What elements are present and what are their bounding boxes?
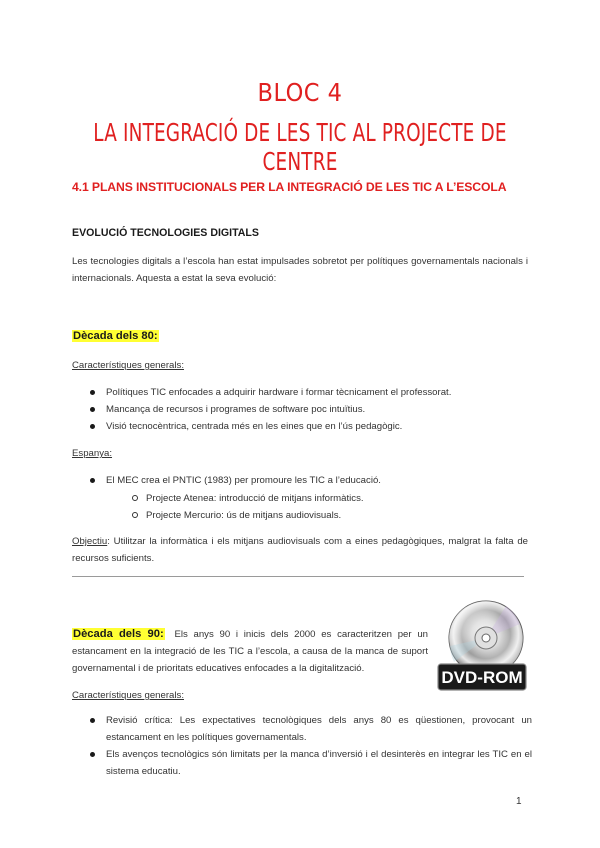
decade80-general-title: Característiques generals: bbox=[72, 360, 184, 371]
circle-bullet-icon bbox=[132, 512, 138, 518]
horizontal-divider bbox=[72, 576, 524, 577]
decade90-paragraph bbox=[72, 626, 428, 677]
decade90-text: Els anys 90 i inicis dels 2000 es caracteritzen per un estancament en la integració de les TIC a l’escola, a causa de la manca de suport governamental i de prioritats educatives enfocades a la digitalització. bbox=[72, 629, 428, 674]
bullet-icon bbox=[90, 718, 95, 723]
bloc-subtitle: LA INTEGRACIÓ DE LES TIC AL PROJECTE DE CENTRE bbox=[93, 118, 507, 176]
list-item: Projecte Atenea: introducció de mitjans informàtics. bbox=[72, 490, 364, 507]
dvd-rom-image bbox=[434, 600, 530, 692]
circle-bullet-icon bbox=[132, 495, 138, 501]
list-item: Polítiques TIC enfocades a adquirir hardware i formar tècnicament el professorat. bbox=[72, 384, 532, 401]
bloc-title: BLOC 4 bbox=[257, 78, 343, 107]
dvd-rom-caption: DVD-ROM bbox=[441, 668, 523, 687]
decade90-general-list bbox=[72, 712, 532, 780]
bullet-icon bbox=[90, 478, 95, 483]
bullet-icon bbox=[90, 424, 95, 429]
list-item: Visió tecnocèntrica, centrada més en les eines que en l’ús pedagògic. bbox=[72, 418, 532, 435]
bullet-icon bbox=[90, 752, 95, 757]
spain-title: Espanya: bbox=[72, 448, 113, 459]
objective-text: : Utilitzar la informàtica i els mitjans audiovisuals com a eines pedagògiques, malgrat la falta de recursos suficients. bbox=[72, 536, 528, 564]
section-heading: 4.1 PLANS INSTITUCIONALS PER LA INTEGRACIÓ DE LES TIC A L’ESCOLA bbox=[72, 180, 507, 194]
decade80-general-list bbox=[72, 384, 532, 435]
decade80-heading bbox=[72, 326, 159, 344]
objective-label: Objectiu bbox=[72, 536, 108, 547]
page-number: 1 bbox=[516, 796, 522, 807]
decade90-general-title: Característiques generals: bbox=[72, 690, 184, 701]
spain-sublist bbox=[72, 490, 364, 524]
list-item: Revisió crítica: Les expectatives tecnològiques dels anys 80 es qüestionen, provocant un estancament en les polítiques governamentals. bbox=[72, 712, 532, 746]
spain-list bbox=[72, 472, 532, 489]
bullet-icon bbox=[90, 390, 95, 395]
intro-paragraph: Les tecnologies digitals a l’escola han estat impulsades sobretot per polítiques governamentals nacionals i internacionals. Aquesta a estat la seva evolució: bbox=[72, 256, 528, 284]
list-item: Els avenços tecnològics són limitats per la manca d’inversió i el desinterès en integrar les TIC en el sistema educatiu. bbox=[72, 746, 532, 780]
list-item: Mancança de recursos i programes de software poc intuïtius. bbox=[72, 401, 532, 418]
decade90-label: Dècada dels 90: bbox=[73, 628, 164, 640]
list-item: El MEC crea el PNTIC (1983) per promoure les TIC a l’educació. bbox=[72, 472, 532, 489]
decade80-label: Dècada dels 80: bbox=[73, 330, 158, 342]
bullet-icon bbox=[90, 407, 95, 412]
section-subheading: EVOLUCIÓ TECNOLOGIES DIGITALS bbox=[72, 227, 259, 239]
list-item: Projecte Mercurio: ús de mitjans audiovisuals. bbox=[72, 507, 364, 524]
objective-paragraph bbox=[72, 533, 528, 567]
